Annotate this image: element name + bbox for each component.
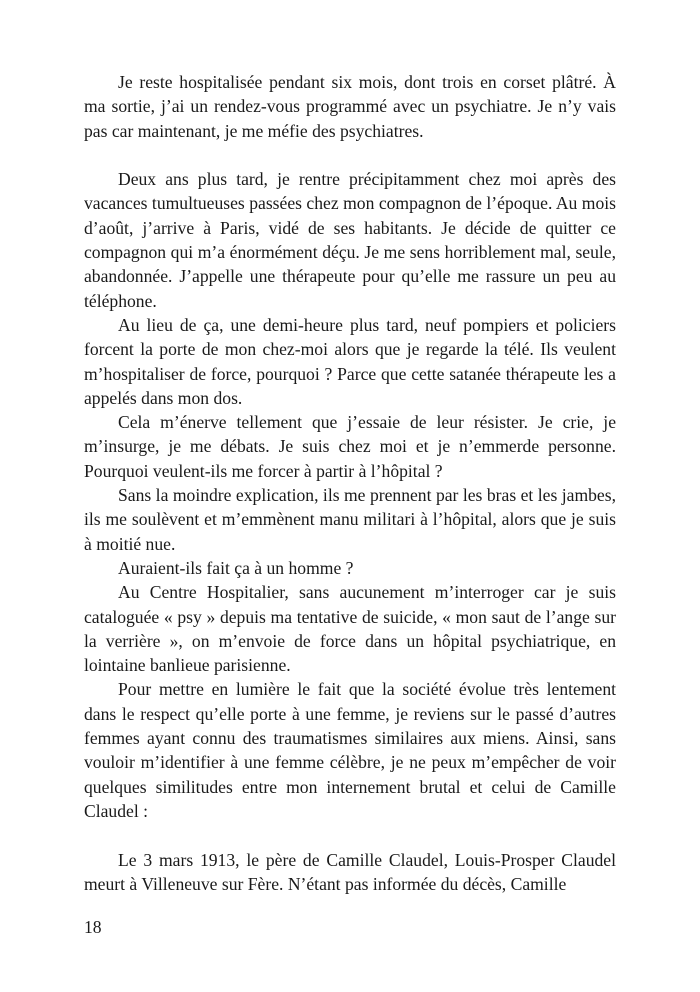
paragraph-2: Deux ans plus tard, je rentre précipitamment chez moi après des vacances tumultueuses passées chez mon compagnon de l’époque. Au mois d’août, j’arrive à Paris, vidé de ses habitants. Je décide de quitter ce compagnon qui m’a énormément déçu. Je me sens horriblement mal, seule, abandonnée. J’appelle une thérapeute pour qu’elle me rassure un peu au téléphone. xyxy=(84,169,616,311)
paragraph-3: Au lieu de ça, une demi-heure plus tard, neuf pompiers et policiers forcent la porte de mon chez-moi alors que je regarde la télé. Ils veulent m’hospitaliser de force, pourquoi ? Parce que cette satanée thérapeute les a appelés dans mon dos. xyxy=(84,314,616,408)
paragraph-9: Le 3 mars 1913, le père de Camille Claudel, Louis-Prosper Claudel meurt à Villeneuve sur Fère. N’étant pas informée du décès, Camille xyxy=(84,849,616,894)
page-number: 18 xyxy=(84,917,102,937)
paragraph-7: Au Centre Hospitalier, sans aucunement m’interroger car je suis cataloguée « psy » depuis ma tentative de suicide, « mon saut de l’ange sur la verrière », on m’envoie de force dans un hôpital psychiatrique, en lointaine banlieue parisienne. xyxy=(84,582,616,676)
paragraph-5: Sans la moindre explication, ils me prennent par les bras et les jambes, ils me soulèvent et m’emmènent manu militari à l’hôpital, alors que je suis à moitié nue. xyxy=(84,485,616,554)
paragraph-8: Pour mettre en lumière le fait que la société évolue très lentement dans le respect qu’elle porte à une femme, je reviens sur le passé d’autres femmes ayant connu des traumatismes similaires aux miens. Ainsi, sans vouloir m’identifier à une femme célèbre, je ne peux m’empêcher de voir quelques similitudes entre mon internement brutal et celui de Camille Claudel : xyxy=(84,679,616,821)
paragraph-1: Je reste hospitalisée pendant six mois, dont trois en corset plâtré. À ma sortie, j’ai un rendez-vous programmé avec un psychiatre. Je n’y vais pas car maintenant, je me méfie des psychiatres. xyxy=(84,72,616,141)
paragraph-6: Auraient-ils fait ça à un homme ? xyxy=(118,557,354,578)
paragraph-gap xyxy=(84,143,616,167)
paragraph-gap xyxy=(84,823,616,847)
paragraph-4: Cela m’énerve tellement que j’essaie de leur résister. Je crie, je m’insurge, je me débats. Je suis chez moi et je n’emmerde personne. Pourquoi veulent-ils me forcer à partir à l’hôpital ? xyxy=(84,412,616,481)
body-text xyxy=(84,70,616,896)
